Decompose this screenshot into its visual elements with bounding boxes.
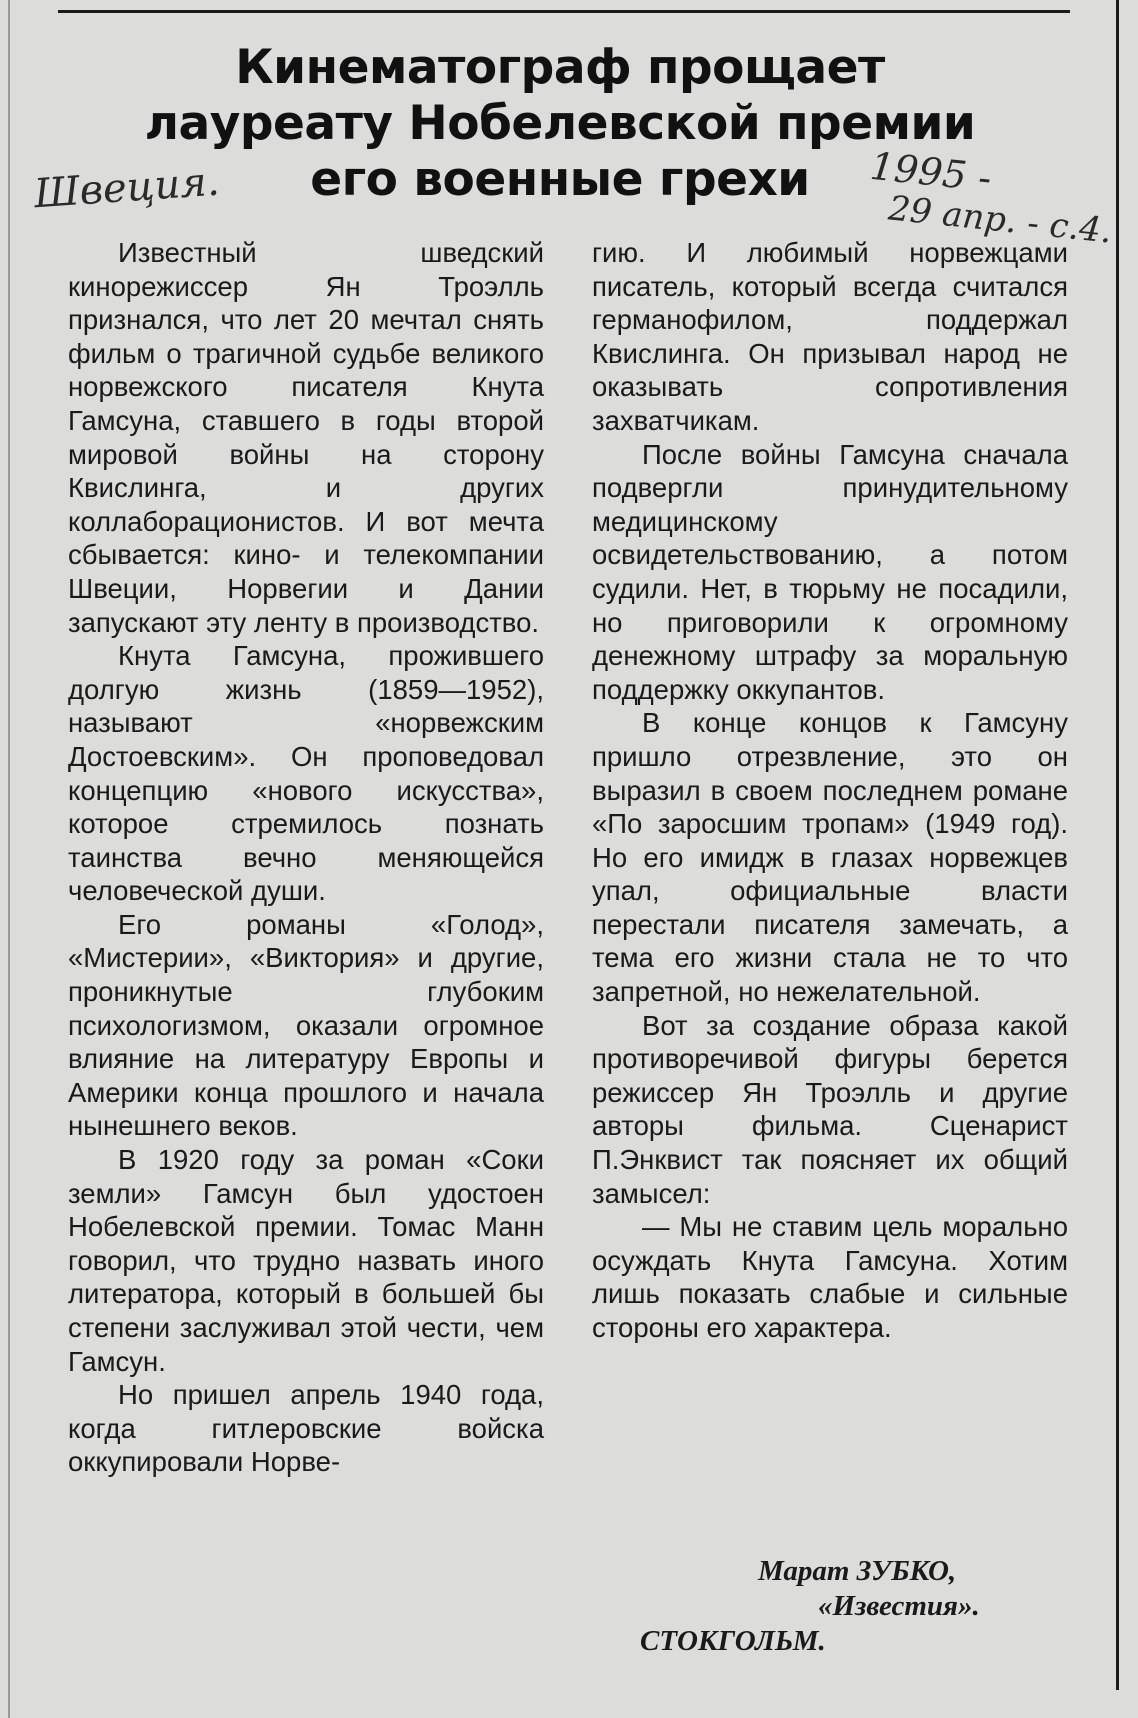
handwritten-country-note: Швеция. [32,158,221,218]
article-column-left [68,236,544,1479]
paragraph: Вот за создание образа какой противоречивой фигуры берется режиссер Ян Троэлль и другие авторы фильма. Сценарист П.Энквист так поясняет их общий замысел: [592,1009,1068,1209]
clipping-top-border [58,10,1070,13]
handwritten-date-note: 29 апр. - с.4. [886,188,1114,252]
paragraph: Известный шведский кинорежиссер Ян Троэлль признался, что лет 20 мечтал снять фильм о трагичной судьбе великого норвежского писателя Кнута Гамсуна, ставшего в годы второй мировой войны на сторону Квислинга, и других коллаборационистов. И вот мечта сбывается: кино- и телекомпании Швеции, Норвегии и Дании запускают эту ленту в производство. [68,237,544,638]
dateline-city: СТОКГОЛЬМ. [640,1625,826,1657]
paragraph: В 1920 году за роман «Соки земли» Гамсун был удостоен Нобелевской премии. Томас Манн говорил, что трудно назвать иного литератора, который в большей бы степени заслуживал этой чести, чем Гамсун. [68,1144,544,1377]
paragraph: Его романы «Голод», «Мистерии», «Виктория» и другие, проникнутые глубоким психологизмом, оказали огромное влияние на литературу Европы и Америки конца прошлого и начала нынешнего веков. [68,908,544,1142]
article-column-right [592,236,1068,1345]
headline-line-2: лауреату Нобелевской премии [144,96,976,151]
clipping-left-edge [8,0,10,1718]
headline-line-3: его военные грехи [310,152,810,207]
paragraph: Кнута Гамсуна, прожившего долгую жизнь (1859—1952), называют «норвежским Достоевским». Он проповедовал концепцию «нового искусства», которое стремилось познать таинства вечно меняющейся человеческой души. [68,640,544,907]
headline-line-1: Кинематограф прощает [235,40,885,95]
paragraph: — Мы не ставим цель морально осуждать Кнута Гамсуна. Хотим лишь показать слабые и сильные стороны его характера. [592,1211,1068,1343]
paragraph: Но пришел апрель 1940 года, когда гитлеровские войска оккупировали Норве- [68,1379,544,1478]
paragraph: В конце концов к Гамсуну пришло отрезвление, это он выразил в своем последнем романе «По заросшим тропам» (1949 год). Но его имидж в глазах норвежцев упал, официальные власти перестали писателя замечать, а тема его жизни стала не то что запретной, но нежелательной. [592,707,1068,1008]
handwritten-year-note: 1995 - [868,143,994,201]
newspaper-name: «Известия». [818,1590,980,1622]
paragraph: После войны Гамсуна сначала подвергли принудительному медицинскому освидетельствованию, а потом судили. Нет, в тюрьму не посадили, но приговорили к огромному денежному штрафу за моральную поддержку оккупантов. [592,438,1068,705]
author-signature: Марат ЗУБКО, [758,1555,957,1587]
paragraph: гию. И любимый норвежцами писатель, который всегда считался германофилом, поддержал Квислинга. Он призывал народ не оказывать сопротивления захватчикам. [592,237,1068,436]
clipping-right-border [1116,0,1119,1690]
